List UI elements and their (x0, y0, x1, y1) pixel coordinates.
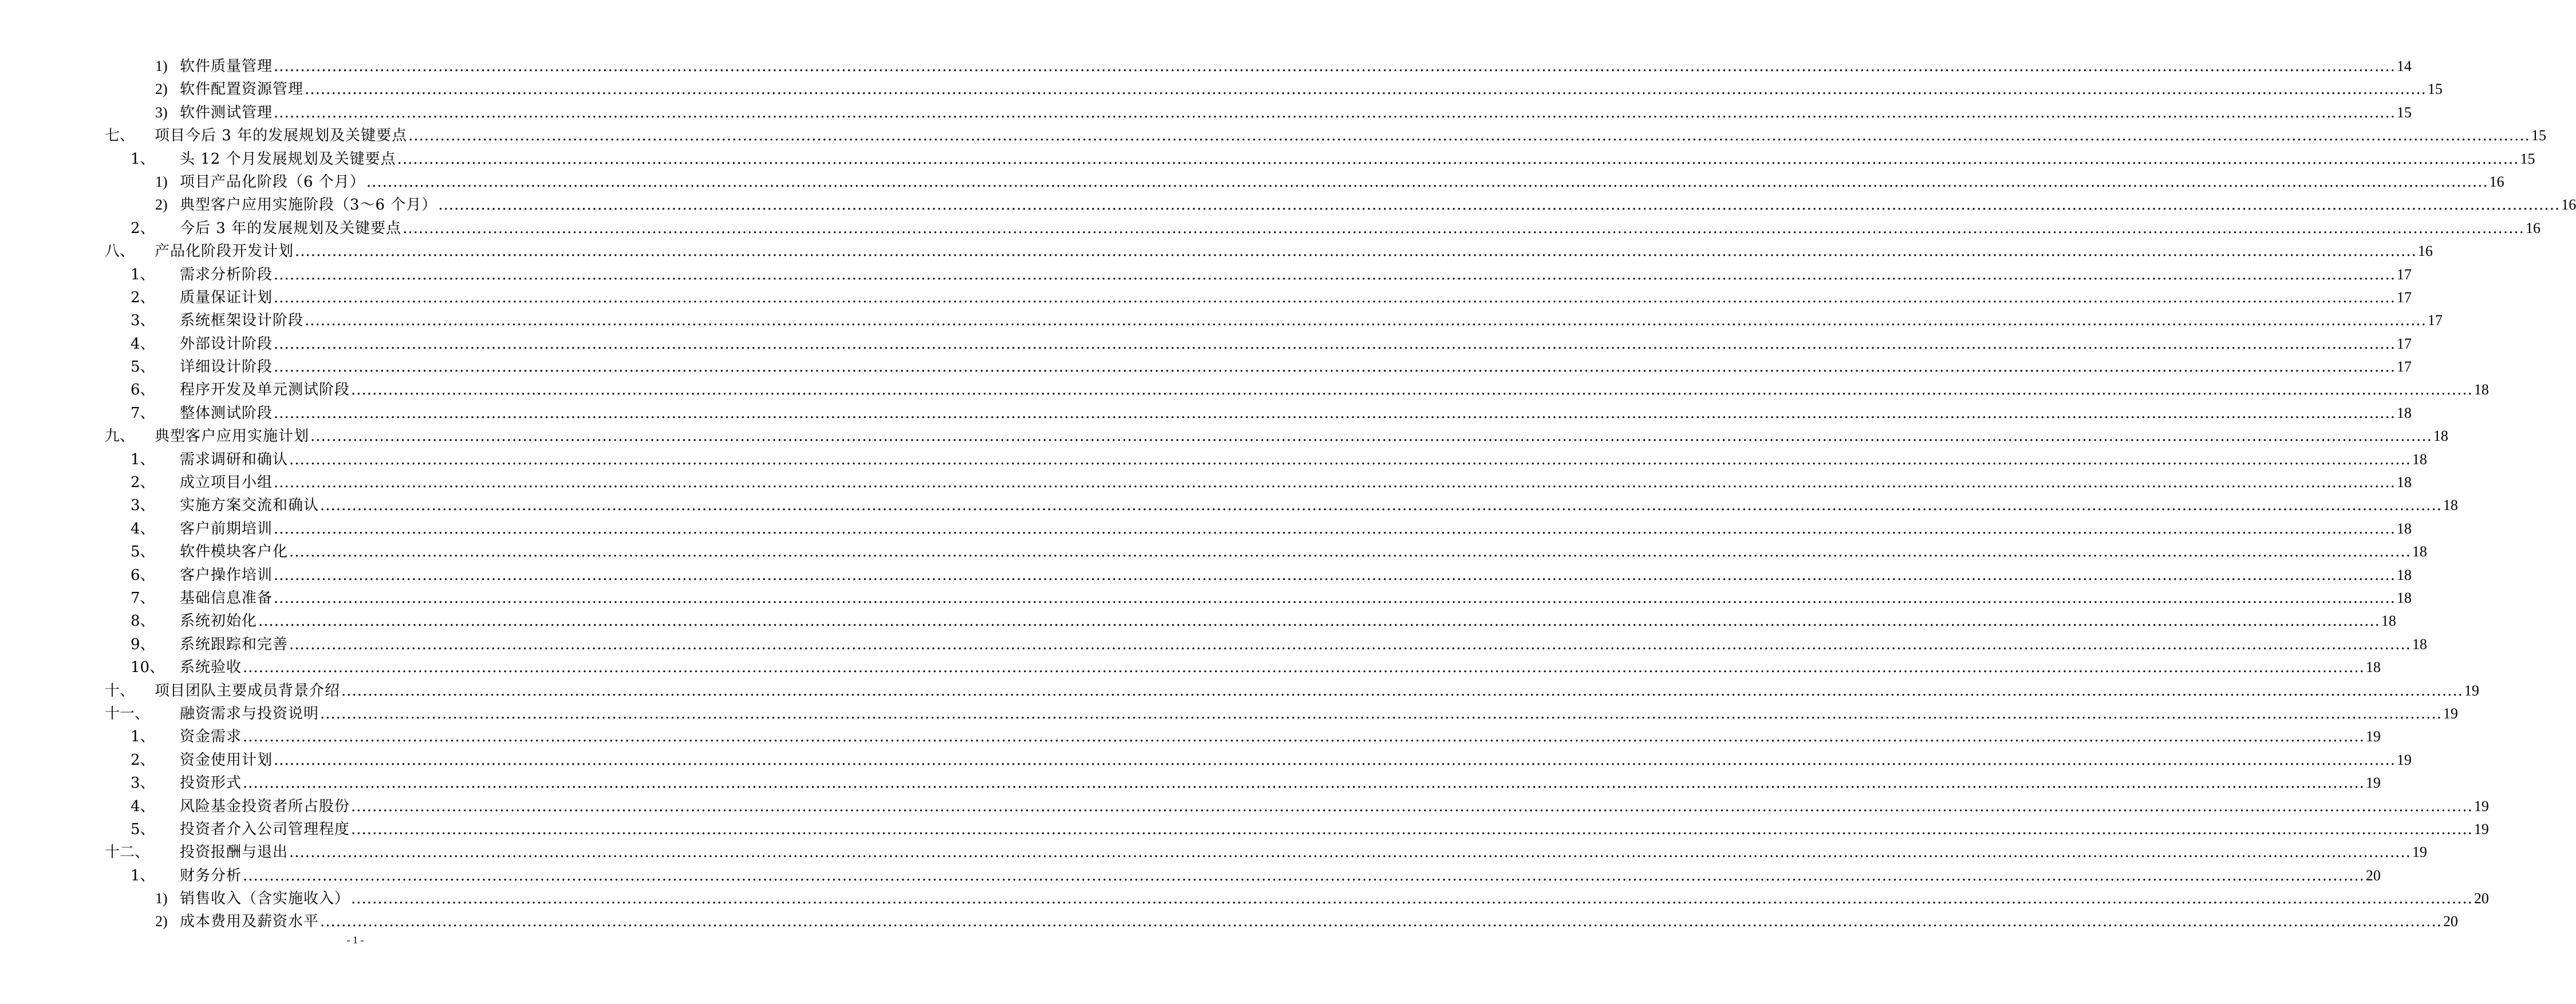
toc-entry-title: 成立项目小组 (180, 474, 273, 492)
toc-entry-title: 需求分析阶段 (180, 266, 273, 283)
toc-entry[interactable] (0, 517, 2412, 540)
toc-entry-line (180, 864, 2381, 887)
toc-entry[interactable] (0, 448, 2427, 471)
toc-entry-title: 头 12 个月发展规划及关键要点 (180, 150, 396, 168)
toc-entry-page: 18 (2433, 428, 2448, 445)
toc-entry-line (180, 702, 2458, 725)
toc-entry-line (180, 101, 2412, 124)
toc-entry[interactable] (0, 471, 2412, 494)
toc-entry-title: 软件测试管理 (180, 104, 273, 121)
toc-entry[interactable] (0, 171, 2504, 193)
dot-leader: ................................................................................................................................................................................................................................................................................................................................................................................................................ (243, 728, 2365, 746)
toc-entry-line (180, 818, 2489, 841)
toc-entry-title: 质量保证计划 (180, 288, 273, 306)
toc-entry-page: 17 (2396, 335, 2412, 352)
toc-entry-number: 1、 (131, 150, 155, 168)
toc-entry-page: 15 (2396, 104, 2412, 121)
toc-entry[interactable] (0, 864, 2381, 887)
toc-entry[interactable] (0, 540, 2427, 563)
toc-entry-page: 18 (2396, 589, 2412, 606)
toc-entry-page: 18 (2412, 543, 2427, 560)
toc-entry-page: 20 (2474, 890, 2489, 907)
toc-entry-title: 今后 3 年的发展规划及关键要点 (180, 219, 402, 237)
toc-entry-title: 客户操作培训 (180, 566, 273, 584)
toc-entry-line (180, 910, 2458, 933)
dot-leader: ................................................................................................................................................................................................................................................................................................................................................................................................................ (310, 428, 2432, 445)
toc-entry-page: 18 (2412, 450, 2427, 468)
toc-entry-number: 2、 (131, 219, 155, 237)
toc-entry-title: 风险基金投资者所占股份 (180, 797, 350, 815)
toc-entry-line (180, 633, 2427, 656)
toc-entry[interactable] (0, 702, 2458, 725)
toc-entry-line (180, 725, 2381, 748)
toc-entry[interactable] (0, 78, 2443, 101)
toc-entry-number: 3) (155, 104, 168, 121)
toc-entry-number: 十一、 (105, 705, 150, 722)
toc-entry-number: 2) (155, 196, 168, 214)
dot-leader: ................................................................................................................................................................................................................................................................................................................................................................................................................ (397, 150, 2519, 168)
toc-entry[interactable] (0, 402, 2412, 425)
toc-entry-line (180, 402, 2412, 425)
toc-entry-title: 成本费用及薪资水平 (180, 913, 319, 931)
toc-entry-number: 1) (155, 58, 168, 74)
toc-entry-line (180, 355, 2412, 378)
toc-entry-number: 3、 (131, 312, 155, 330)
dot-leader: ................................................................................................................................................................................................................................................................................................................................................................................................................ (351, 797, 2473, 815)
toc-entry[interactable] (0, 193, 2576, 216)
toc-entry-page: 16 (2525, 219, 2541, 236)
toc-entry-page: 19 (2365, 728, 2381, 745)
toc-entry-page: 15 (2520, 150, 2535, 167)
toc-entry-line (180, 333, 2412, 355)
dot-leader: ................................................................................................................................................................................................................................................................................................................................................................................................................ (274, 288, 2396, 306)
toc-entry-line (180, 286, 2412, 309)
toc-entry[interactable] (0, 286, 2412, 309)
toc-entry-title: 基础信息准备 (180, 589, 273, 607)
toc-entry-page: 19 (2396, 751, 2412, 768)
toc-entry-page: 18 (2474, 381, 2489, 398)
toc-entry-title: 资金使用计划 (180, 751, 273, 769)
toc-entry-title: 软件质量管理 (180, 58, 273, 75)
toc-entry-line (180, 263, 2412, 286)
toc-entry[interactable] (0, 887, 2489, 910)
toc-entry-title: 系统跟踪和完善 (180, 635, 289, 653)
toc-entry[interactable] (0, 818, 2489, 841)
dot-leader: ................................................................................................................................................................................................................................................................................................................................................................................................................ (305, 81, 2427, 98)
dot-leader: ................................................................................................................................................................................................................................................................................................................................................................................................................ (366, 173, 2488, 191)
toc-entry-page: 18 (2381, 612, 2396, 630)
toc-entry[interactable] (0, 910, 2458, 933)
toc-entry-number: 1、 (131, 867, 155, 884)
toc-entry-page: 19 (2365, 774, 2381, 792)
toc-entry-line (180, 494, 2458, 517)
toc-entry-number: 4、 (131, 335, 155, 353)
toc-entry-number: 6、 (131, 381, 155, 399)
toc-entry-line (155, 240, 2433, 263)
toc-entry[interactable] (0, 148, 2535, 171)
toc-entry-page: 19 (2474, 797, 2489, 815)
dot-leader: ................................................................................................................................................................................................................................................................................................................................................................................................................ (289, 844, 2411, 861)
toc-entry[interactable] (0, 355, 2412, 378)
toc-entry-number: 1、 (131, 728, 155, 746)
toc-entry-number: 九、 (105, 428, 135, 445)
dot-leader: ................................................................................................................................................................................................................................................................................................................................................................................................................ (289, 543, 2411, 561)
toc-entry-page: 17 (2396, 358, 2412, 375)
toc-entry-page: 18 (2396, 404, 2412, 421)
toc-entry[interactable] (0, 378, 2489, 401)
toc-entry-line (180, 148, 2535, 171)
dot-leader: ................................................................................................................................................................................................................................................................................................................................................................................................................ (438, 196, 2561, 214)
dot-leader: ................................................................................................................................................................................................................................................................................................................................................................................................................ (320, 497, 2442, 515)
toc-entry-title: 系统验收 (180, 659, 242, 677)
toc-entry[interactable] (0, 749, 2412, 772)
toc-entry[interactable] (0, 55, 2412, 78)
toc-entry-number: 9、 (131, 635, 155, 653)
toc-entry-title: 典型客户应用实施阶段（3～6 个月） (180, 196, 437, 214)
toc-entry-number: 1) (155, 173, 168, 190)
dot-leader: ................................................................................................................................................................................................................................................................................................................................................................................................................ (274, 474, 2396, 492)
toc-entry-title: 销售收入（含实施收入） (180, 890, 350, 908)
toc-entry-title: 程序开发及单元测试阶段 (180, 381, 350, 399)
toc-entry[interactable] (0, 425, 2448, 448)
toc-entry-line (155, 679, 2479, 702)
toc-entry-number: 4、 (131, 797, 155, 815)
toc-entry-line (180, 55, 2412, 78)
toc-entry-line (180, 471, 2412, 494)
toc-entry[interactable] (0, 772, 2381, 794)
toc-entry-page: 15 (2531, 127, 2546, 144)
dot-leader: ................................................................................................................................................................................................................................................................................................................................................................................................................ (408, 127, 2530, 145)
toc-entry-title: 项目产品化阶段（6 个月） (180, 173, 365, 191)
toc-entry[interactable] (0, 333, 2412, 355)
toc-entry-title: 软件模块客户化 (180, 543, 289, 561)
toc-entry-line (180, 309, 2443, 332)
toc-entry-page: 19 (2443, 705, 2458, 722)
toc-entry-page: 17 (2396, 288, 2412, 306)
toc-entry-page: 19 (2464, 682, 2479, 699)
toc-entry-title: 财务分析 (180, 867, 242, 884)
toc-entry[interactable] (0, 263, 2412, 286)
dot-leader: ................................................................................................................................................................................................................................................................................................................................................................................................................ (295, 243, 2417, 260)
toc-entry[interactable] (0, 217, 2541, 240)
toc-entry-page: 16 (2489, 173, 2504, 190)
toc-entry-number: 十二、 (105, 844, 150, 861)
toc-entry-number: 6、 (131, 566, 155, 584)
toc-entry-line (180, 217, 2541, 240)
dot-leader: ................................................................................................................................................................................................................................................................................................................................................................................................................ (341, 682, 2463, 699)
toc-entry-page: 19 (2412, 844, 2427, 861)
dot-leader: ................................................................................................................................................................................................................................................................................................................................................................................................................ (274, 751, 2396, 769)
toc-entry-line (180, 749, 2412, 772)
toc-entry-number: 2) (155, 81, 168, 98)
toc-entry[interactable] (0, 240, 2433, 263)
toc-entry-page: 18 (2412, 635, 2427, 653)
toc-entry-line (180, 378, 2489, 401)
dot-leader: ................................................................................................................................................................................................................................................................................................................................................................................................................ (274, 358, 2396, 376)
toc-entry-number: 3、 (131, 774, 155, 792)
dot-leader: ................................................................................................................................................................................................................................................................................................................................................................................................................ (274, 58, 2396, 75)
toc-entry[interactable] (0, 309, 2443, 332)
dot-leader: ................................................................................................................................................................................................................................................................................................................................................................................................................ (320, 705, 2442, 722)
toc-entry-number: 3、 (131, 497, 155, 515)
toc-entry-page: 15 (2427, 81, 2443, 98)
toc-entry-title: 客户前期培训 (180, 520, 273, 537)
toc-entry[interactable] (0, 633, 2427, 656)
toc-entry-title: 系统框架设计阶段 (180, 312, 304, 330)
toc-entry-page: 18 (2365, 659, 2381, 676)
toc-entry-page: 19 (2474, 820, 2489, 837)
toc-entry-number: 7、 (131, 404, 155, 422)
toc-entry-number: 十、 (105, 682, 135, 699)
dot-leader: ................................................................................................................................................................................................................................................................................................................................................................................................................ (289, 635, 2411, 653)
toc-entry-line (180, 193, 2576, 216)
toc-entry-number: 5、 (131, 820, 155, 838)
toc-entry-number: 5、 (131, 543, 155, 561)
toc-entry-line (180, 587, 2412, 610)
toc-entry-page: 16 (2417, 243, 2433, 260)
toc-entry-line (180, 795, 2489, 818)
toc-entry-title: 软件配置资源管理 (180, 81, 304, 98)
dot-leader: ................................................................................................................................................................................................................................................................................................................................................................................................................ (274, 335, 2396, 353)
toc-entry[interactable] (0, 725, 2381, 748)
toc-entry-title: 投资形式 (180, 774, 242, 792)
toc-entry[interactable] (0, 494, 2458, 517)
toc-entry-title: 投资者介入公司管理程度 (180, 820, 350, 838)
toc-entry[interactable] (0, 101, 2412, 124)
toc-entry[interactable] (0, 124, 2546, 147)
toc-entry-number: 1) (155, 890, 168, 907)
toc-entry-title: 项目今后 3 年的发展规划及关键要点 (155, 127, 408, 145)
toc-entry-number: 1、 (131, 450, 155, 468)
toc-entry[interactable] (0, 679, 2479, 702)
dot-leader: ................................................................................................................................................................................................................................................................................................................................................................................................................ (403, 219, 2524, 237)
dot-leader: ................................................................................................................................................................................................................................................................................................................................................................................................................ (320, 913, 2442, 931)
dot-leader: ................................................................................................................................................................................................................................................................................................................................................................................................................ (274, 520, 2396, 537)
dot-leader: ................................................................................................................................................................................................................................................................................................................................................................................................................ (243, 774, 2365, 792)
dot-leader: ................................................................................................................................................................................................................................................................................................................................................................................................................ (243, 867, 2365, 884)
toc-entry-page: 16 (2561, 196, 2576, 214)
dot-leader: ................................................................................................................................................................................................................................................................................................................................................................................................................ (274, 266, 2396, 283)
toc-entry-page: 20 (2365, 867, 2381, 884)
toc-entry-title: 融资需求与投资说明 (180, 705, 319, 722)
toc-entry-number: 2、 (131, 474, 155, 492)
toc-entry-line (180, 772, 2381, 794)
toc-entry-page: 18 (2396, 474, 2412, 491)
toc-entry-page: 18 (2443, 497, 2458, 514)
toc-entry-number: 2、 (131, 288, 155, 306)
dot-leader: ................................................................................................................................................................................................................................................................................................................................................................................................................ (289, 450, 2411, 468)
toc-entry-page: 14 (2396, 58, 2412, 74)
toc-entry-title: 外部设计阶段 (180, 335, 273, 353)
toc-entry-line (180, 171, 2504, 193)
toc-entry-number: 七、 (105, 127, 135, 145)
page-number: - 1 - (346, 934, 364, 946)
dot-leader: ................................................................................................................................................................................................................................................................................................................................................................................................................ (351, 890, 2473, 908)
toc-entry[interactable] (0, 610, 2396, 633)
toc-entry-line (180, 610, 2396, 633)
toc-entry-page: 18 (2396, 566, 2412, 583)
dot-leader: ................................................................................................................................................................................................................................................................................................................................................................................................................ (274, 104, 2396, 121)
toc-entry-line (180, 517, 2412, 540)
toc-entry-page: 20 (2443, 913, 2458, 930)
toc-entry-title: 项目团队主要成员背景介绍 (155, 682, 341, 699)
toc-entry-title: 产品化阶段开发计划 (155, 243, 294, 260)
toc-entry-number: 2、 (131, 751, 155, 769)
toc-entry-number: 8、 (131, 612, 155, 630)
toc-entry-line (180, 887, 2489, 910)
toc-entry-title: 系统初始化 (180, 612, 258, 630)
toc-entry-number: 1、 (131, 266, 155, 283)
toc-entry-line (155, 124, 2546, 147)
toc-entry-page: 17 (2427, 312, 2443, 329)
toc-entry-line (180, 564, 2412, 587)
dot-leader: ................................................................................................................................................................................................................................................................................................................................................................................................................ (305, 312, 2427, 330)
toc-entry-line (180, 78, 2443, 101)
dot-leader: ................................................................................................................................................................................................................................................................................................................................................................................................................ (258, 612, 2380, 630)
dot-leader: ................................................................................................................................................................................................................................................................................................................................................................................................................ (274, 404, 2396, 422)
toc-entry-line (180, 448, 2427, 471)
dot-leader: ................................................................................................................................................................................................................................................................................................................................................................................................................ (274, 589, 2396, 607)
toc-entry-line (180, 656, 2381, 679)
toc-entry-line (180, 841, 2427, 864)
toc-entry-number: 7、 (131, 589, 155, 607)
toc-entry-title: 需求调研和确认 (180, 450, 289, 468)
toc-entry-page: 18 (2396, 520, 2412, 537)
toc-entry[interactable] (0, 841, 2427, 864)
dot-leader: ................................................................................................................................................................................................................................................................................................................................................................................................................ (274, 566, 2396, 584)
toc-entry[interactable] (0, 656, 2381, 679)
toc-entry-title: 实施方案交流和确认 (180, 497, 319, 515)
table-of-contents (0, 55, 2576, 934)
toc-entry-title: 详细设计阶段 (180, 358, 273, 376)
dot-leader: ................................................................................................................................................................................................................................................................................................................................................................................................................ (243, 659, 2365, 677)
toc-entry-number: 10、 (131, 659, 165, 677)
toc-entry[interactable] (0, 564, 2412, 587)
toc-entry-line (155, 425, 2448, 448)
toc-entry[interactable] (0, 587, 2412, 610)
dot-leader: ................................................................................................................................................................................................................................................................................................................................................................................................................ (351, 820, 2473, 838)
toc-entry-title: 整体测试阶段 (180, 404, 273, 422)
toc-entry-title: 典型客户应用实施计划 (155, 428, 310, 445)
toc-entry-title: 投资报酬与退出 (180, 844, 289, 861)
toc-entry-number: 4、 (131, 520, 155, 537)
toc-entry-line (180, 540, 2427, 563)
dot-leader: ................................................................................................................................................................................................................................................................................................................................................................................................................ (351, 381, 2473, 399)
toc-entry-title: 资金需求 (180, 728, 242, 746)
toc-entry-number: 八、 (105, 243, 135, 260)
toc-entry-number: 5、 (131, 358, 155, 376)
toc-entry-number: 2) (155, 913, 168, 930)
toc-entry-page: 17 (2396, 266, 2412, 283)
toc-entry[interactable] (0, 795, 2489, 818)
